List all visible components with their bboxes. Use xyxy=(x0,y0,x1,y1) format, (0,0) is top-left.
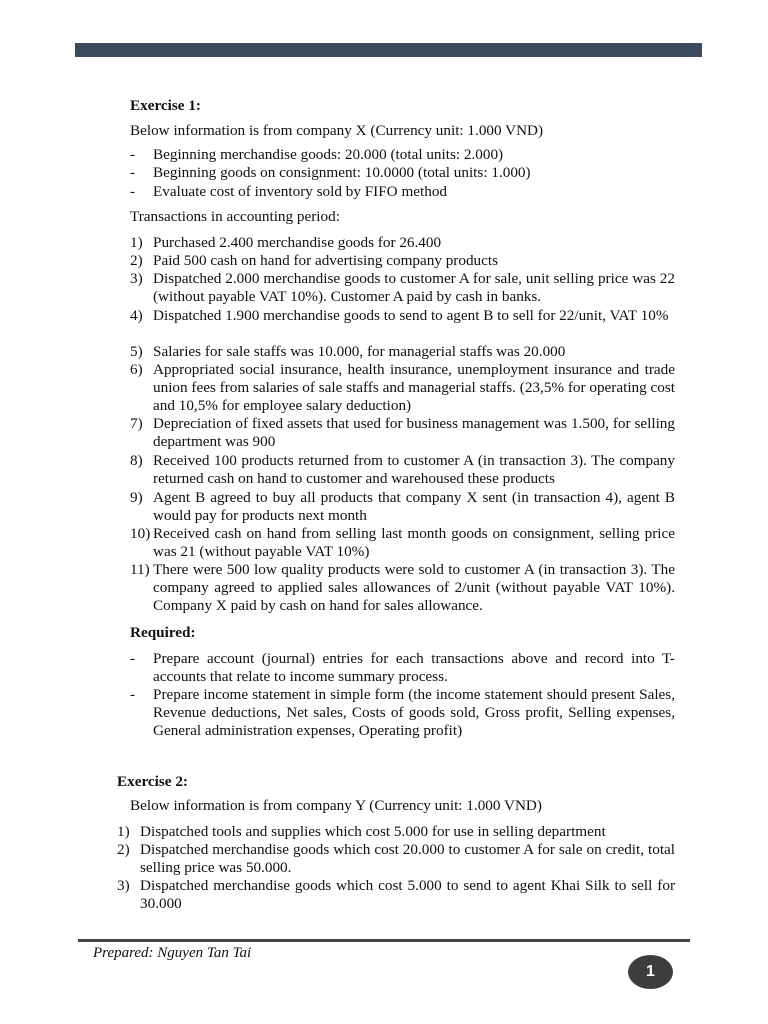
exercise-2-intro: Below information is from company Y (Currency unit: 1.000 VND) xyxy=(130,797,542,814)
transaction-number: 11) xyxy=(130,561,150,578)
transaction-number: 7) xyxy=(130,415,143,432)
transaction-number: 9) xyxy=(130,489,143,506)
transaction-text: Purchased 2.400 merchandise goods for 26.400 xyxy=(153,234,442,251)
required-item: Prepare account (journal) entries for each transactions above and record into T-accounts that relate to income summary process. xyxy=(153,650,675,686)
transaction-number: 4) xyxy=(130,307,143,324)
transaction-number: 3) xyxy=(117,877,130,894)
page-number: 1 xyxy=(628,955,673,989)
bullet-item: Beginning merchandise goods: 20.000 (total units: 2.000) xyxy=(153,146,504,163)
exercise-1-intro: Below information is from company X (Currency unit: 1.000 VND) xyxy=(130,122,544,139)
prepared-by: Prepared: Nguyen Tan Tai xyxy=(93,945,252,961)
transaction-text: Dispatched 2.000 merchandise goods to customer A for sale, unit selling price was 22 (without payable VAT 10%). Customer A paid by cash in banks. xyxy=(153,270,675,306)
bullet-mark: - xyxy=(130,650,136,667)
transaction-number: 5) xyxy=(130,343,143,360)
transaction-text: Dispatched merchandise goods which cost 5.000 to send to agent Khai Silk to sell for 30.000 xyxy=(140,877,675,913)
transaction-text: There were 500 low quality products were sold to customer A (in transaction 3). The company agreed to applied sales allowances of 2/unit (without payable VAT 10%). Company X paid by cash on hand for sales allowance. xyxy=(153,561,675,615)
transaction-number: 6) xyxy=(130,361,143,378)
transaction-text: Received cash on hand from selling last month goods on consignment, selling price was 21 (without payable VAT 10%) xyxy=(153,525,675,561)
transaction-text: Received 100 products returned from to customer A (in transaction 3). The company returned cash on hand to customer and warehoused these products xyxy=(153,452,675,488)
transaction-text: Paid 500 cash on hand for advertising company products xyxy=(153,252,499,269)
transaction-text: Salaries for sale staffs was 10.000, for managerial staffs was 20.000 xyxy=(153,343,566,360)
bullet-mark: - xyxy=(130,686,136,703)
transaction-text: Appropriated social insurance, health insurance, unemployment insurance and trade union fees from salaries of sale staffs and managerial staffs. (23,5% for operating cost and 10,5% for employee salary deduction) xyxy=(153,361,675,415)
transaction-text: Dispatched tools and supplies which cost 5.000 for use in selling department xyxy=(140,823,606,840)
transaction-number: 3) xyxy=(130,270,143,287)
transaction-number: 2) xyxy=(117,841,130,858)
transaction-number: 10) xyxy=(130,525,151,542)
footer-rule xyxy=(78,939,690,942)
required-heading: Required: xyxy=(130,624,196,641)
bullet-mark: - xyxy=(130,146,136,163)
exercise-2-title: Exercise 2: xyxy=(117,773,188,790)
transaction-number: 1) xyxy=(130,234,143,251)
transaction-text: Agent B agreed to buy all products that company X sent (in transaction 4), agent B would pay for products next month xyxy=(153,489,675,525)
transaction-text: Dispatched 1.900 merchandise goods to send to agent B to sell for 22/unit, VAT 10% xyxy=(153,307,669,324)
exercise-1-title: Exercise 1: xyxy=(130,97,201,114)
bullet-item: Evaluate cost of inventory sold by FIFO method xyxy=(153,183,448,200)
transaction-text: Depreciation of fixed assets that used for business management was 1.500, for selling department was 900 xyxy=(153,415,675,451)
transactions-heading: Transactions in accounting period: xyxy=(130,208,340,225)
bullet-mark: - xyxy=(130,164,136,181)
required-item: Prepare income statement in simple form (the income statement should present Sales, Revenue deductions, Net sales, Costs of goods sold, Gross profit, Selling expenses, General administration expenses, Operating profit) xyxy=(153,686,675,740)
transaction-number: 2) xyxy=(130,252,143,269)
bullet-item: Beginning goods on consignment: 10.0000 (total units: 1.000) xyxy=(153,164,531,181)
bullet-mark: - xyxy=(130,183,136,200)
transaction-number: 8) xyxy=(130,452,143,469)
header-bar xyxy=(75,43,702,57)
transaction-number: 1) xyxy=(117,823,130,840)
transaction-text: Dispatched merchandise goods which cost 20.000 to customer A for sale on credit, total selling price was 50.000. xyxy=(140,841,675,877)
